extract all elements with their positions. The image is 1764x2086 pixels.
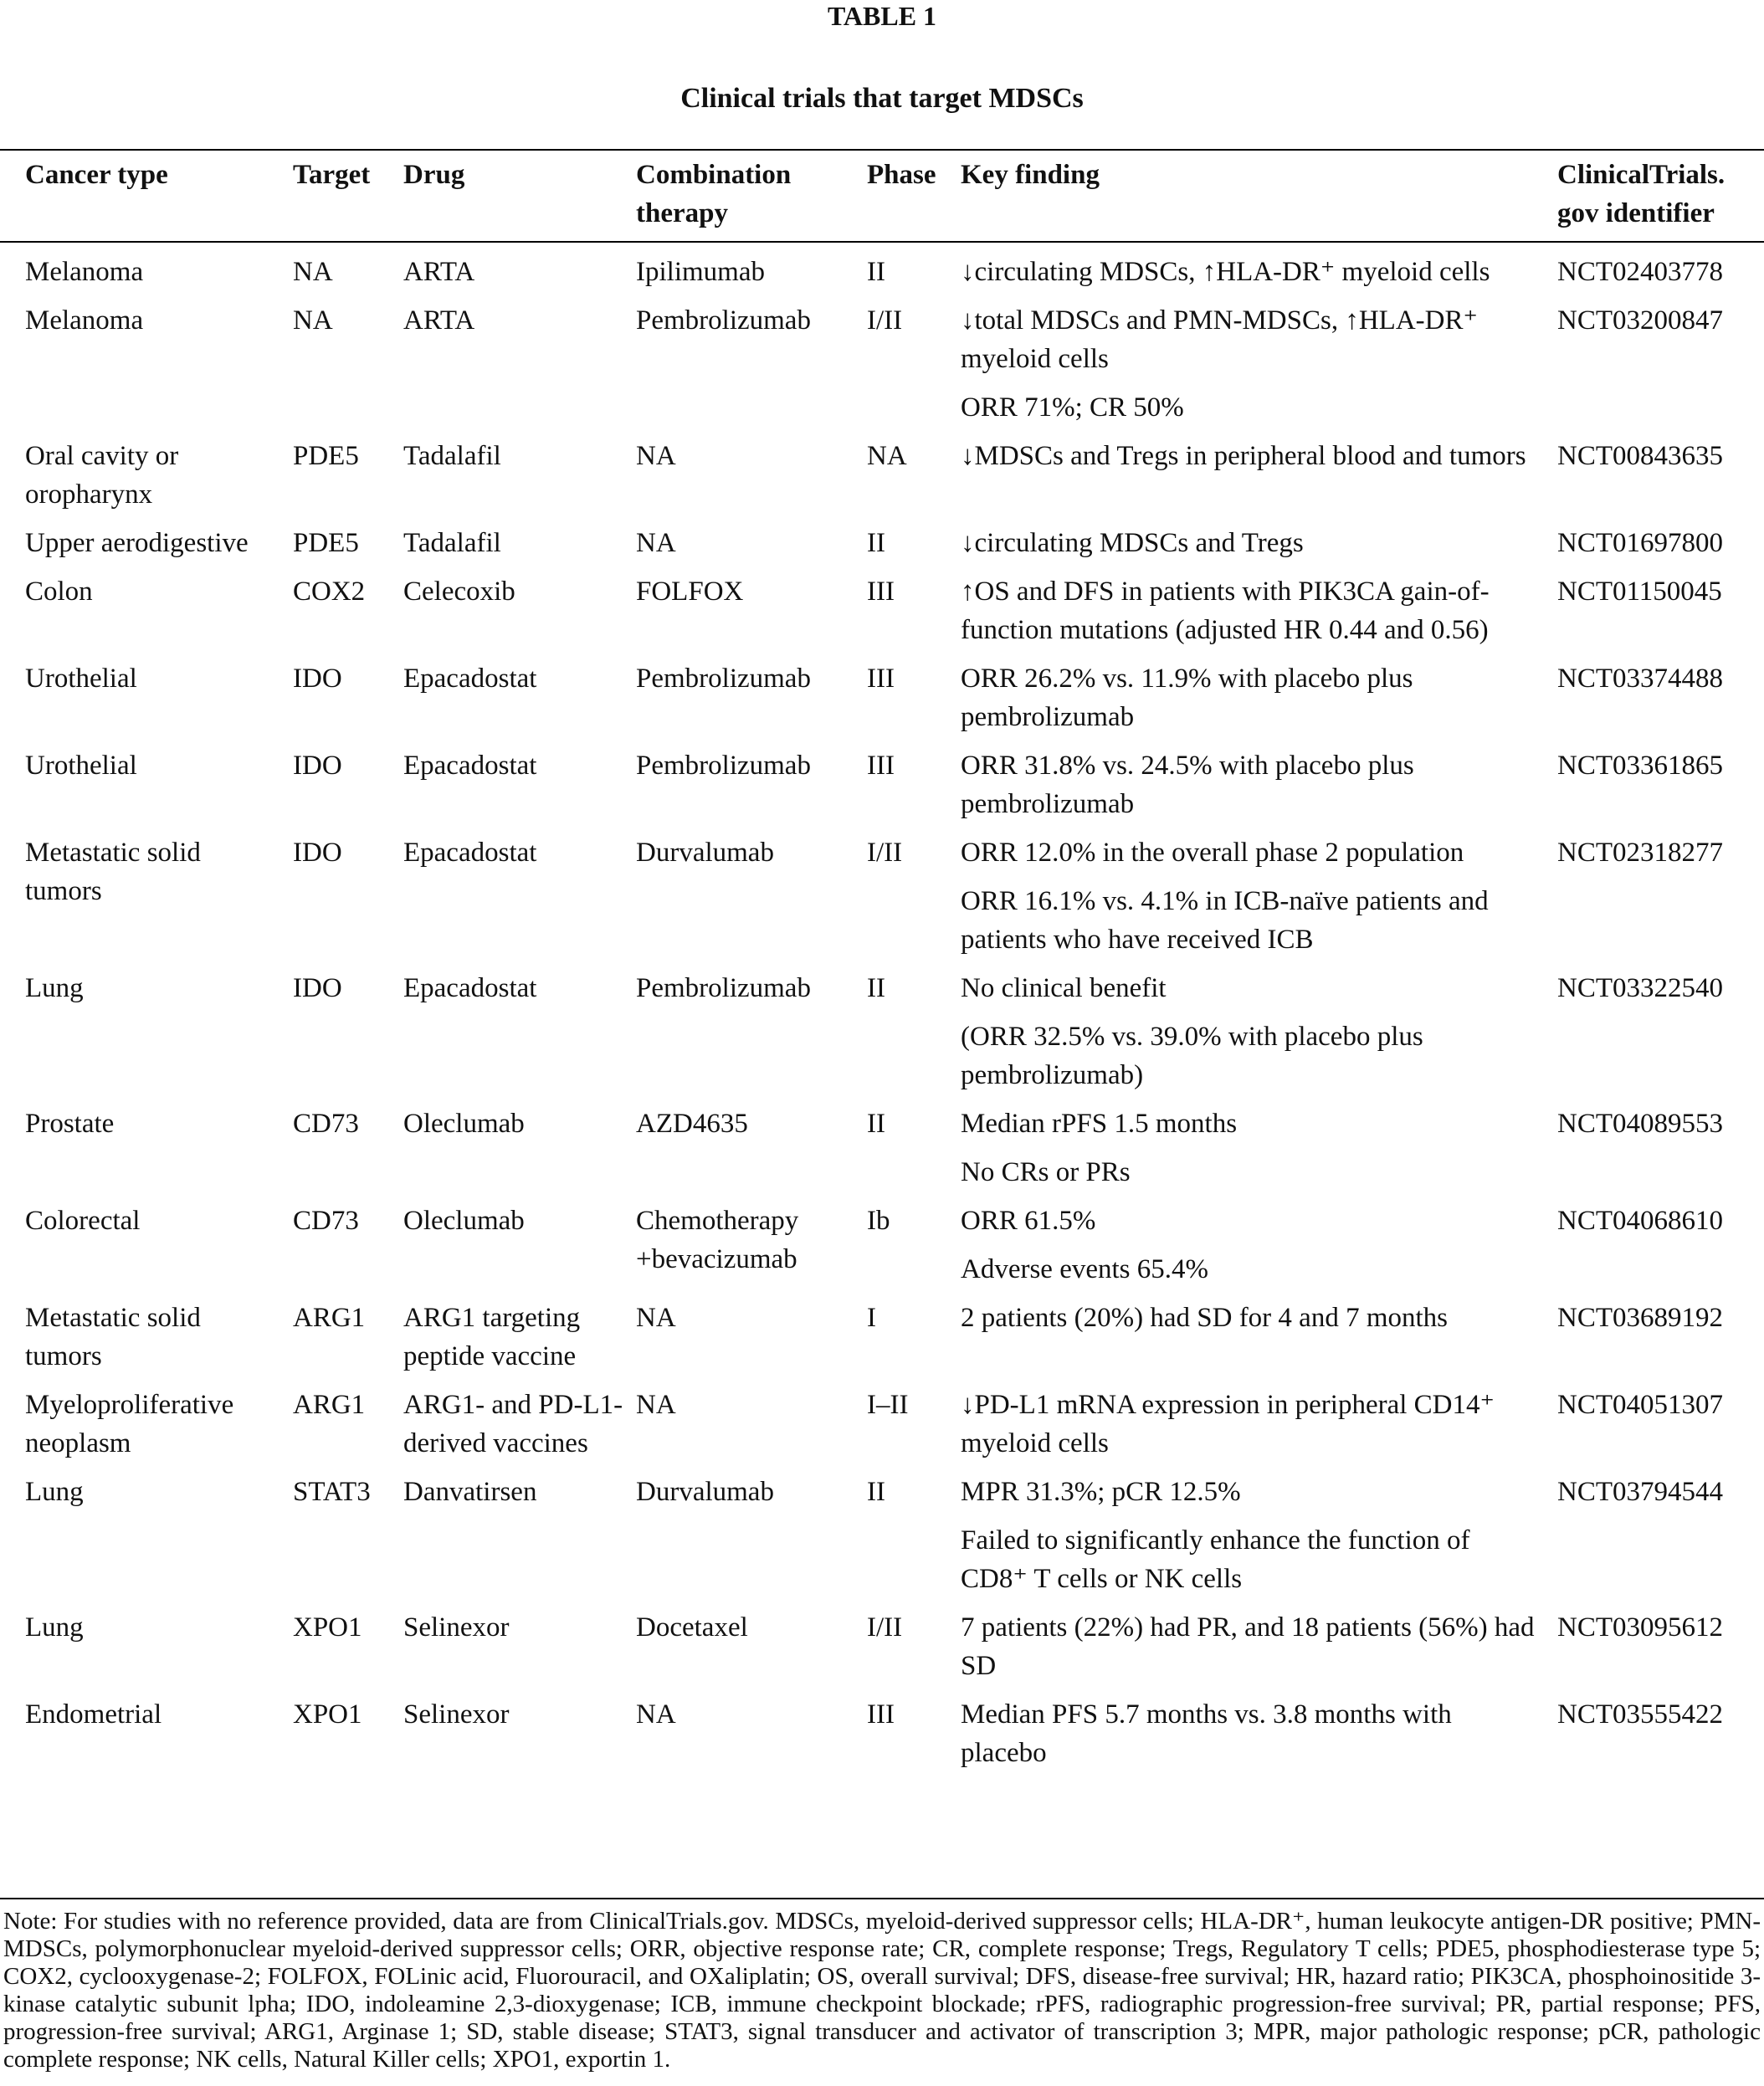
cell-target: COX2 [293, 577, 366, 607]
cell-cancer-type: Endometrial [25, 1699, 162, 1730]
cell-drug: Epacadostat [403, 751, 537, 781]
key-finding-line: 2 patients (20%) had SD for 4 and 7 months [961, 1303, 1448, 1333]
key-finding-line: ORR 61.5% [961, 1206, 1096, 1236]
cell-cancer-type: Metastatic solid tumors [25, 838, 201, 906]
cell-combination-therapy: Durvalumab [636, 1477, 774, 1507]
table-label: TABLE 1 [827, 1, 937, 31]
table-note: Note: For studies with no reference provided, data are from ClinicalTrials.gov. MDSCs, myeloid-derived suppressor cells; HLA-DR⁺, human leukocyte antigen-DR positive; PMN-MDSCs, polymorphonuclear myeloid-derived suppressor cells; ORR, objective response rate; CR, complete response; Tregs, Regulatory T cells; PDE5, phosphodiesterase type 5; COX2, cyclooxygenase-2; FOLFOX, FOLinic acid, Fluorouracil, and OXaliplatin; OS, overall survival; DFS, disease-free survival; HR, hazard ratio; PIK3CA, phosphoinositide 3-kinase catalytic subunit lpha; IDO, indoleamine 2,3-dioxygenase; ICB, immune checkpoint blockade; rPFS, radiographic progression-free survival; PR, partial response; PFS, progression-free survival; ARG1, Arginase 1; SD, stable disease; STAT3, signal transducer and activator of transcription 3; MPR, major pathologic response; pCR, pathologic complete response; NK cells, Natural Killer cells; XPO1, exportin 1. [3, 1908, 1761, 2073]
cell-phase: III [867, 1699, 895, 1730]
cell-phase: II [867, 528, 885, 558]
cell-cancer-type: Melanoma [25, 305, 144, 336]
cell-key-finding [949, 1202, 1552, 1289]
bottom-rule [0, 1898, 1764, 1899]
cell-key-finding [949, 1105, 1552, 1192]
cell-identifier: NCT03555422 [1557, 1699, 1723, 1730]
key-finding-line: ↓circulating MDSCs, ↑HLA-DR⁺ myeloid cells [961, 257, 1490, 287]
cell-drug: ARG1- and PD-L1-derived vaccines [403, 1390, 623, 1458]
cell-combination-therapy: Durvalumab [636, 838, 774, 868]
cell-identifier: NCT03689192 [1557, 1303, 1723, 1333]
header-key-finding: Key finding [961, 160, 1100, 190]
cell-target: ARG1 [293, 1303, 366, 1333]
cell-combination-therapy: Pembrolizumab [636, 751, 811, 781]
cell-key-finding [949, 969, 1552, 1094]
cell-key-finding [949, 1386, 1552, 1463]
cell-drug: Epacadostat [403, 664, 537, 694]
cell-drug: Epacadostat [403, 973, 537, 1003]
cell-cancer-type: Oral cavity or oropharynx [25, 441, 179, 510]
cell-phase: III [867, 751, 895, 781]
cell-drug: ARTA [403, 257, 475, 287]
cell-phase: NA [867, 441, 907, 471]
key-finding-line: Median rPFS 1.5 months [961, 1109, 1238, 1139]
cell-combination-therapy: NA [636, 1303, 676, 1333]
cell-identifier: NCT04068610 [1557, 1206, 1723, 1236]
cell-target: PDE5 [293, 528, 359, 558]
cell-identifier: NCT03361865 [1557, 751, 1723, 781]
cell-drug: Selinexor [403, 1612, 510, 1643]
cell-key-finding [949, 524, 1552, 562]
cell-target: ARG1 [293, 1390, 366, 1420]
cell-target: CD73 [293, 1109, 359, 1139]
cell-cancer-type: Lung [25, 1477, 84, 1507]
cell-combination-therapy: Pembrolizumab [636, 973, 811, 1003]
cell-cancer-type: Melanoma [25, 257, 144, 287]
cell-drug: Selinexor [403, 1699, 510, 1730]
cell-combination-therapy: FOLFOX [636, 577, 744, 607]
cell-cancer-type: Urothelial [25, 664, 137, 694]
cell-combination-therapy: Pembrolizumab [636, 664, 811, 694]
cell-phase: I [867, 1303, 876, 1333]
cell-cancer-type: Urothelial [25, 751, 137, 781]
cell-cancer-type: Metastatic solid tumors [25, 1303, 201, 1371]
cell-drug: Oleclumab [403, 1206, 525, 1236]
key-finding-line: No clinical benefit [961, 973, 1167, 1003]
cell-target: IDO [293, 838, 342, 868]
cell-phase: II [867, 257, 885, 287]
header-identifier: ClinicalTrials. gov identifier [1557, 160, 1726, 228]
cell-key-finding [949, 1608, 1552, 1685]
cell-phase: III [867, 577, 895, 607]
cell-drug: Tadalafil [403, 528, 501, 558]
cell-target: PDE5 [293, 441, 359, 471]
table-title: Clinical trials that target MDSCs [680, 83, 1084, 114]
cell-target: NA [293, 257, 333, 287]
cell-combination-therapy: Pembrolizumab [636, 305, 811, 336]
cell-identifier: NCT02318277 [1557, 838, 1723, 868]
cell-phase: Ib [867, 1206, 890, 1236]
cell-key-finding [949, 301, 1552, 427]
key-finding-line: ORR 16.1% vs. 4.1% in ICB-naïve patients and patients who have received ICB [961, 886, 1489, 955]
cell-target: IDO [293, 751, 342, 781]
key-finding-line: Failed to significantly enhance the function of CD8⁺ T cells or NK cells [961, 1525, 1470, 1594]
cell-combination-therapy: Ipilimumab [636, 257, 765, 287]
cell-key-finding [949, 572, 1552, 649]
cell-combination-therapy: NA [636, 1699, 676, 1730]
cell-key-finding [949, 437, 1552, 514]
table-body [0, 253, 1764, 1782]
key-finding-line: Adverse events 65.4% [961, 1254, 1209, 1284]
key-finding-line: ↓circulating MDSCs and Tregs [961, 528, 1304, 558]
cell-target: XPO1 [293, 1612, 362, 1643]
cell-key-finding [949, 659, 1552, 736]
key-finding-line: 7 patients (22%) had PR, and 18 patients (56%) had SD [961, 1612, 1535, 1681]
cell-identifier: NCT03322540 [1557, 973, 1723, 1003]
cell-identifier: NCT01150045 [1557, 577, 1722, 607]
cell-combination-therapy: NA [636, 1390, 676, 1420]
cell-cancer-type: Lung [25, 1612, 84, 1643]
key-finding-line: ORR 12.0% in the overall phase 2 population [961, 838, 1464, 868]
cell-identifier: NCT00843635 [1557, 441, 1723, 471]
cell-identifier: NCT03200847 [1557, 305, 1723, 336]
cell-cancer-type: Prostate [25, 1109, 115, 1139]
key-finding-line: MPR 31.3%; pCR 12.5% [961, 1477, 1241, 1507]
cell-phase: II [867, 973, 885, 1003]
cell-combination-therapy: NA [636, 441, 676, 471]
cell-target: IDO [293, 664, 342, 694]
cell-phase: II [867, 1109, 885, 1139]
cell-key-finding [949, 1299, 1552, 1376]
cell-key-finding [949, 253, 1552, 291]
cell-key-finding [949, 1473, 1552, 1598]
cell-target: IDO [293, 973, 342, 1003]
cell-combination-therapy: NA [636, 528, 676, 558]
key-finding-line: ORR 26.2% vs. 11.9% with placebo plus pembrolizumab [961, 664, 1413, 732]
table-header [0, 151, 1764, 241]
cell-target: STAT3 [293, 1477, 371, 1507]
cell-phase: I/II [867, 305, 903, 336]
key-finding-line: Median PFS 5.7 months vs. 3.8 months with placebo [961, 1699, 1452, 1768]
cell-identifier: NCT03374488 [1557, 664, 1723, 694]
cell-identifier: NCT01697800 [1557, 528, 1723, 558]
cell-cancer-type: Lung [25, 973, 84, 1003]
key-finding-line: ↓MDSCs and Tregs in peripheral blood and tumors [961, 441, 1526, 471]
cell-phase: III [867, 664, 895, 694]
cell-combination-therapy: Chemotherapy +bevacizumab [636, 1206, 799, 1274]
cell-identifier: NCT03095612 [1557, 1612, 1723, 1643]
cell-combination-therapy: Docetaxel [636, 1612, 748, 1643]
cell-drug: ARG1 targeting peptide vaccine [403, 1303, 581, 1371]
header-phase: Phase [867, 160, 936, 190]
cell-phase: I/II [867, 1612, 903, 1643]
cell-cancer-type: Myeloproliferative neoplasm [25, 1390, 234, 1458]
cell-drug: Oleclumab [403, 1109, 525, 1139]
cell-drug: ARTA [403, 305, 475, 336]
cell-cancer-type: Colorectal [25, 1206, 141, 1236]
header-combination-therapy: Combination therapy [636, 160, 792, 228]
header-drug: Drug [403, 160, 465, 190]
cell-identifier: NCT04089553 [1557, 1109, 1723, 1139]
cell-identifier: NCT04051307 [1557, 1390, 1723, 1420]
cell-key-finding [949, 1695, 1552, 1772]
cell-phase: II [867, 1477, 885, 1507]
key-finding-line: ↓PD-L1 mRNA expression in peripheral CD14⁺ myeloid cells [961, 1390, 1495, 1458]
cell-drug: Danvatirsen [403, 1477, 537, 1507]
header-target: Target [293, 160, 371, 190]
cell-phase: I–II [867, 1390, 909, 1420]
cell-identifier: NCT03794544 [1557, 1477, 1723, 1507]
cell-key-finding [949, 833, 1552, 959]
key-finding-line: No CRs or PRs [961, 1157, 1131, 1187]
key-finding-line: (ORR 32.5% vs. 39.0% with placebo plus pembrolizumab) [961, 1022, 1423, 1090]
cell-cancer-type: Upper aerodigestive [25, 528, 249, 558]
cell-drug: Celecoxib [403, 577, 515, 607]
cell-target: CD73 [293, 1206, 359, 1236]
cell-drug: Tadalafil [403, 441, 501, 471]
cell-target: XPO1 [293, 1699, 362, 1730]
key-finding-line: ORR 31.8% vs. 24.5% with placebo plus pembrolizumab [961, 751, 1414, 819]
key-finding-line: ↓total MDSCs and PMN-MDSCs, ↑HLA-DR⁺ myeloid cells [961, 305, 1478, 374]
header-cancer-type: Cancer type [25, 160, 168, 190]
cell-key-finding [949, 746, 1552, 823]
key-finding-line: ORR 71%; CR 50% [961, 392, 1184, 423]
key-finding-line: ↑OS and DFS in patients with PIK3CA gain-of-function mutations (adjusted HR 0.44 and 0.56) [961, 577, 1490, 645]
cell-combination-therapy: AZD4635 [636, 1109, 748, 1139]
cell-cancer-type: Colon [25, 577, 93, 607]
cell-target: NA [293, 305, 333, 336]
cell-drug: Epacadostat [403, 838, 537, 868]
cell-identifier: NCT02403778 [1557, 257, 1723, 287]
cell-phase: I/II [867, 838, 903, 868]
header-rule [0, 241, 1764, 243]
